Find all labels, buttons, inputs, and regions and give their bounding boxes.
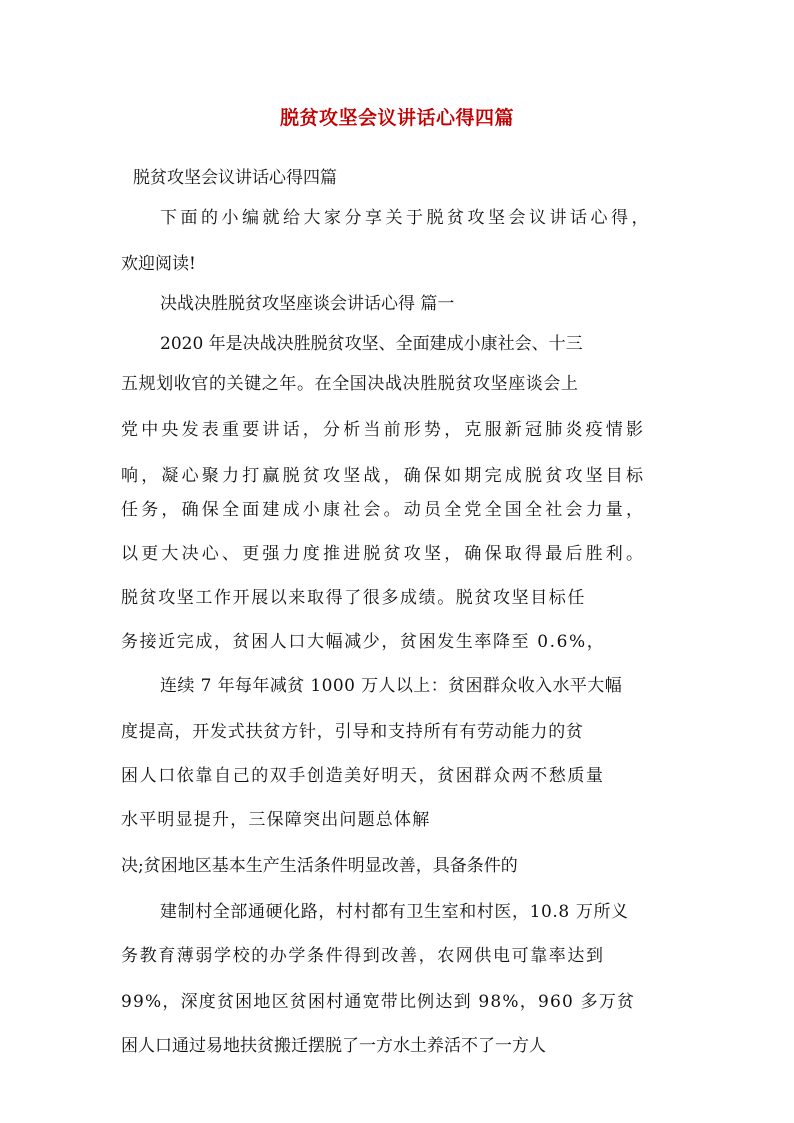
paragraph-line: 困人口依靠自己的双手创造美好明天，贫困群众两不愁质量: [121, 766, 605, 786]
paragraph-line: 务教育薄弱学校的办学条件得到改善，农网供电可靠率达到: [121, 946, 605, 966]
paragraph-line: 2020 年是决战决胜脱贫攻坚、全面建成小康社会、十三: [160, 334, 583, 354]
paragraph-line: 五规划收官的关键之年。在全国决战决胜脱贫攻坚座谈会上: [121, 374, 579, 394]
paragraph-line: 连续 7 年每年减贫 1000 万人以上：贫困群众收入水平大幅: [160, 676, 623, 696]
paragraph-line: 困人口通过易地扶贫搬迁摆脱了一方水土养活不了一方人: [121, 1036, 546, 1056]
document-title: 脱贫攻坚会议讲话心得四篇: [279, 107, 514, 129]
paragraph-line: 建制村全部通硬化路，村村都有卫生室和村医，10.8 万所义: [160, 902, 629, 922]
subtitle-line: 脱贫攻坚会议讲话心得四篇: [133, 168, 337, 188]
paragraph-line: 响，凝心聚力打赢脱贫攻坚战，确保如期完成脱贫攻坚目标: [121, 466, 647, 486]
paragraph-line: 决;贫困地区基本生产生活条件明显改善，具备条件的: [121, 856, 518, 876]
paragraph-line: 下面的小编就给大家分享关于脱贫攻坚会议讲话心得，: [160, 208, 652, 228]
section-heading: 决战决胜脱贫攻坚座谈会讲话心得 篇一: [160, 294, 455, 314]
paragraph-line: 以更大决心、更强力度推进脱贫攻坚，确保取得最后胜利。: [121, 544, 647, 564]
paragraph-line: 99%，深度贫困地区贫困村通宽带比例达到 98%，960 多万贫: [121, 992, 636, 1012]
paragraph-line: 脱贫攻坚工作开展以来取得了很多成绩。脱贫攻坚目标任: [121, 588, 586, 608]
paragraph-line: 欢迎阅读!: [121, 254, 196, 274]
paragraph-line: 水平明显提升，三保障突出问题总体解: [121, 810, 431, 830]
paragraph-line: 党中央发表重要讲话，分析当前形势，克服新冠肺炎疫情影: [121, 420, 647, 440]
paragraph-line: 务接近完成，贫困人口大幅减少，贫困发生率降至 0.6%，: [121, 632, 606, 652]
paragraph-line: 任务，确保全面建成小康社会。动员全党全国全社会力量，: [121, 500, 647, 520]
paragraph-line: 度提高，开发式扶贫方针，引导和支持所有有劳动能力的贫: [121, 722, 584, 742]
